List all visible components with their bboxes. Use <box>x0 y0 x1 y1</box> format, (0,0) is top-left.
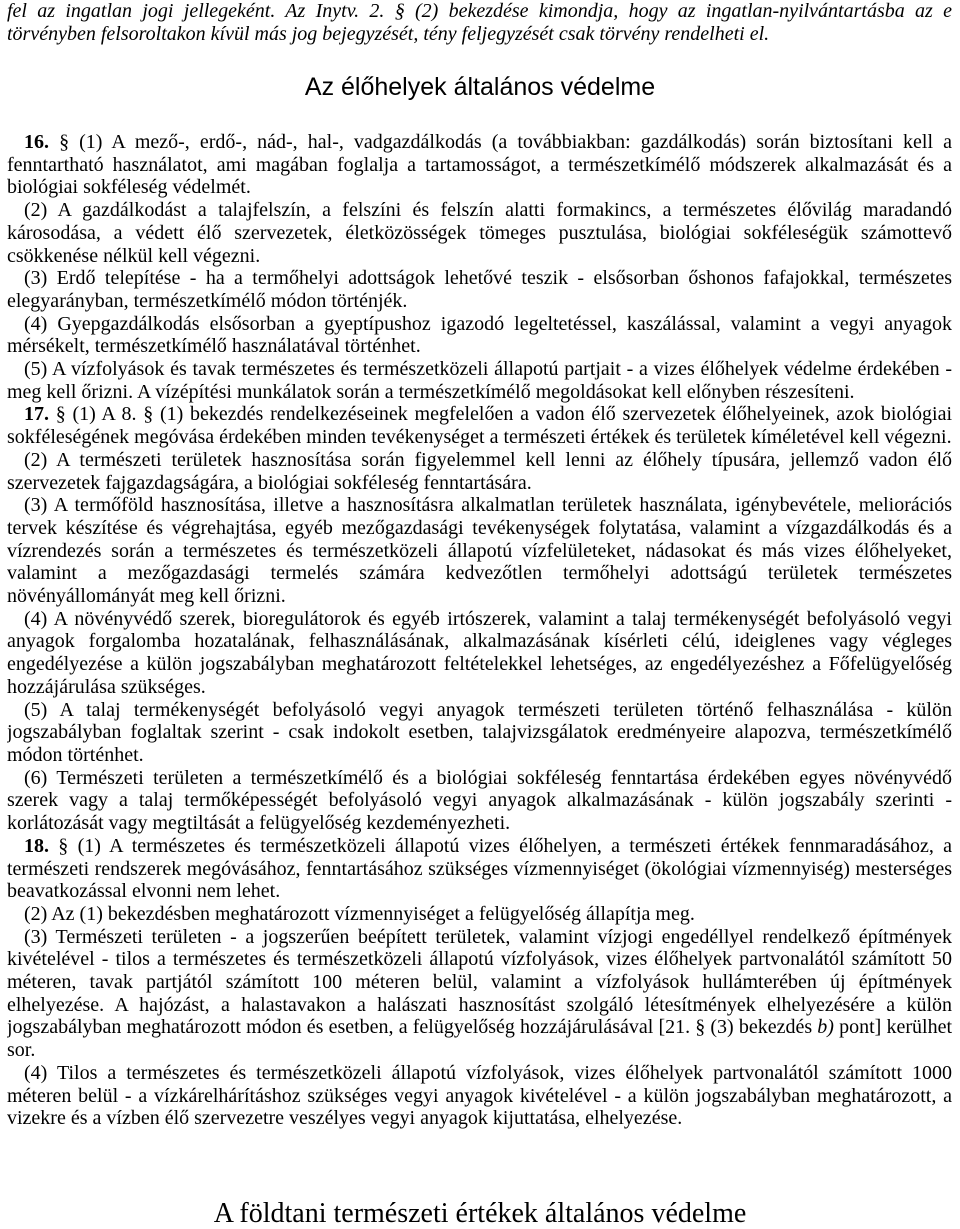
paragraph <box>7 835 952 903</box>
paragraph-text: § (1) A természetes és természetközeli állapotú vizes élőhelyen, a természeti értékek fennmaradásához, a természeti rendszerek megóvásához, fenntartásához szükséges vízmennyiséget (ökológiai vízmennyiség) mesterséges beavatkozással elvonni nem lehet. <box>7 834 952 903</box>
paragraph <box>7 131 952 199</box>
paragraph-text: (3) Természeti területen - a jogszerűen beépített területek, valamint vízjogi engedéllyel rendelkező építmények kivételével - tilos a természetes és természetközeli állapotú vízfolyások, vizes élőhelyek partvonalától számított 50 méteren, tavak partjától számított 100 méteren belül, valamint a vízfolyások hullámterében új építmények elhelyezése. A hajózást, a halastavakon a halászati hasznosítást szolgáló létesítmények elhelyezésére a külön jogszabályban meghatározott módon és esetben, a felügyelőség hozzájárulásával [21. § (3) bekezdés <box>7 925 952 1039</box>
section-number: 17. <box>24 403 49 426</box>
paragraph-text: (2) Az (1) bekezdésben meghatározott vízmennyiséget a felügyelőség állapítja meg. <box>24 902 695 925</box>
paragraph-text: (2) A gazdálkodást a talajfelszín, a felszíni és felszín alatti formakincs, a természetes élővilág maradandó károsodása, a védett élő szervezetek, életközösségek tömeges pusztulása, biológiai sokféleségük számottevő csökkenése nélkül kell végezni. <box>7 199 952 267</box>
paragraph-text: (5) A talaj termékenységét befolyásoló vegyi anyagok természeti területen történő felhasználása - külön jogszabályban foglaltak szerint - csak indokolt esetben, talajvizsgálatok eredményeire alapozva, természetkímélő módon történhet. <box>7 698 952 766</box>
section-heading: Az élőhelyek általános védelme <box>304 73 656 101</box>
paragraph-text: § (1) A 8. § (1) bekezdés rendelkezéseinek megfelelően a vadon élő szervezetek élőhelyeinek, azok biológiai sokféleségének megóvása érdekében minden tevékenységet a természeti értékek és területek kíméletével kell végezni. <box>7 403 952 449</box>
paragraph-text: (3) Erdő telepítése - ha a termőhelyi adottságok lehetővé teszik - elsősorban őshonos fafajokkal, természetes elegyarányban, természetkímélő módon történjék. <box>7 267 952 312</box>
paragraph <box>7 199 952 267</box>
paragraph-text: (2) A természeti területek hasznosítása során figyelemmel kell lenni az élőhely típusára, jellemző vadon élő szervezetek fajgazdagságára, a biológiai sokféleség fenntartására. <box>7 448 952 494</box>
paragraph <box>7 494 952 608</box>
continuation-text: fel az ingatlan jogi jellegeként. Az Inytv. 2. § (2) bekezdése kimondja, hogy az ingatlan-nyilvántartásba az e törvényben felsoroltakon kívül más jog bejegyzését, tény feljegyzését csak törvény rendelheti el. <box>7 0 952 45</box>
paragraph <box>7 403 952 448</box>
paragraph-text: (4) Tilos a természetes és természetközeli állapotú vízfolyások, vizes élőhelyek partvonalától számított 1000 méteren belül - a vízkárelhárításhoz szükséges vegyi anyagok kivételével - a külön jogszabályban meghatározott, a vizekre és a vízben élő szervezetre veszélyes vegyi anyagok kijuttatása, elhelyezése. <box>7 1061 952 1130</box>
body-text <box>7 131 952 1130</box>
paragraph-text: (5) A vízfolyások és tavak természetes és természetközeli állapotú partjait - a vizes élőhelyek védelme érdekében - meg kell őrizni. A vízépítési munkálatok során a természetkímélő megoldásokat kell előnyben részesíteni. <box>7 358 952 403</box>
next-section-heading: A földtani természeti értékek általános védelme <box>213 1198 747 1229</box>
paragraph <box>7 699 952 767</box>
paragraph <box>7 449 952 494</box>
emphasis-text: b) <box>817 1016 834 1039</box>
paragraph-text: (4) A növényvédő szerek, bioregulátorok és egyéb irtószerek, valamint a talaj termékenységét befolyásoló vegyi anyagok forgalomba hozatalának, felhasználásának, alkalmazásának kísérleti célú, ideiglenes vagy végleges engedélyezése a külön jogszabályban meghatározott feltételekkel lehetséges, az engedélyezéshez a Főfelügyelőség hozzájárulása szükséges. <box>7 607 952 698</box>
paragraph <box>7 767 952 835</box>
paragraph <box>7 608 952 699</box>
paragraph <box>7 1062 952 1130</box>
paragraph <box>7 926 952 1062</box>
paragraph-text: (6) Természeti területen a természetkímélő és a biológiai sokféleség fenntartása érdekében egyes növényvédő szerek vagy a talaj termőképességét befolyásoló vegyi anyagok alkalmazásának - külön jogszabály szerinti - korlátozását vagy megtiltását a felügyelőség kezdeményezheti. <box>7 766 952 835</box>
section-number: 18. <box>24 834 49 857</box>
section-number: 16. <box>24 131 49 153</box>
paragraph <box>7 903 952 926</box>
paragraph-text: § (1) A mező-, erdő-, nád-, hal-, vadgazdálkodás (a továbbiakban: gazdálkodás) során biztosítani kell a fenntartható használatot, ami magában foglalja a tartamosságot, a természetkímélő módszerek alkalmazását és a biológiai sokféleség védelmét. <box>7 131 952 199</box>
paragraph-text: pont] kerülhet sor. <box>7 1016 952 1062</box>
paragraph-text: (4) Gyepgazdálkodás elsősorban a gyeptípushoz igazodó legeltetéssel, kaszálással, valamint a vegyi anyagok mérsékelt, természetkímélő használatával történhet. <box>7 312 952 358</box>
paragraph-text: (3) A termőföld hasznosítása, illetve a hasznosításra alkalmatlan területek használata, igénybevétele, meliorációs tervek készítése és végrehajtása, egyéb mezőgazdasági tevékenységek folytatása, valamint a vízgazdálkodás és a vízrendezés során a természetes és természetközeli állapotú vízfelületeket, nádasokat és más vizes élőhelyeket, valamint a mezőgazdasági termelés számára kedvezőtlen termőhelyi adottságú területek természetes növényállományát meg kell őrizni. <box>7 494 952 608</box>
paragraph <box>7 358 952 403</box>
paragraph <box>7 267 952 312</box>
paragraph <box>7 313 952 358</box>
